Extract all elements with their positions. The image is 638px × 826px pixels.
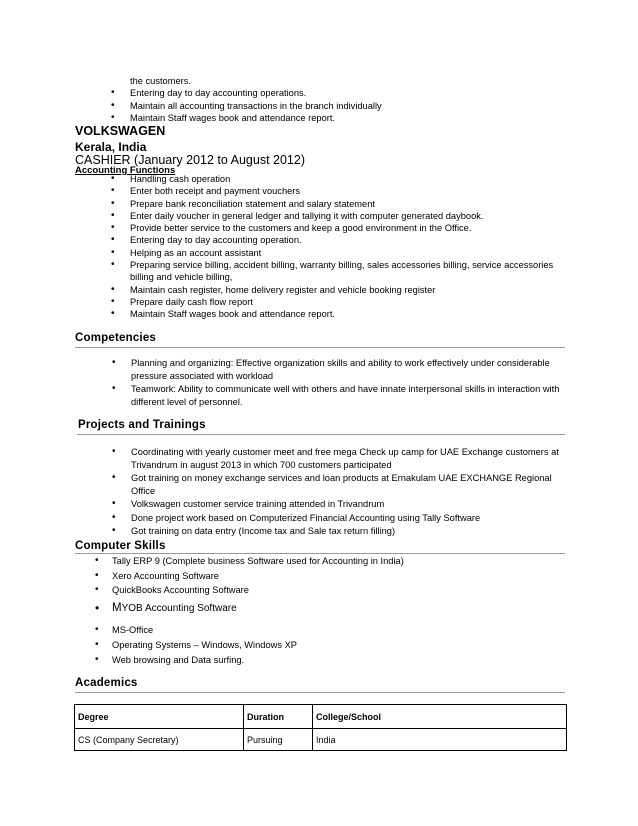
employer-name: VOLKSWAGEN <box>75 124 166 138</box>
skill-item: • MS-Office <box>112 623 552 638</box>
skill-item: • Web browsing and Data surfing. <box>112 653 552 668</box>
project-item: • Coordinating with yearly customer meet and free mega Check up camp for UAE Exchange customers at Trivandrum in august 2013 in which 700 customers participated <box>131 446 571 471</box>
function-item: • Prepare bank reconciliation statement and salary statement <box>130 198 570 210</box>
previous-job-duties <box>130 75 600 124</box>
function-item: • Helping as an account assistant <box>130 247 570 259</box>
function-item: • Provide better service to the customers and keep a good environment in the Office. <box>130 222 570 234</box>
skill-item: • Xero Accounting Software <box>112 569 552 584</box>
function-item: • Enter both receipt and payment vouchers <box>130 185 570 197</box>
accounting-functions-list <box>130 173 570 321</box>
cell-college: India <box>313 729 567 751</box>
myob-initial: M <box>112 602 122 615</box>
competency-item: • Planning and organizing: Effective organization skills and ability to work effectively under considerable pressure associated with workload <box>131 357 571 382</box>
function-item: • Prepare daily cash flow report <box>130 296 570 308</box>
competencies-heading: Competencies <box>75 332 157 344</box>
section-divider <box>75 347 565 348</box>
academics-table <box>74 704 567 751</box>
function-item: • Preparing service billing, accident billing, warranty billing, sales accessories billing, service accessories billing and vehicle billing, <box>130 259 570 284</box>
skill-item: • Tally ERP 9 (Complete business Software used for Accounting in India) <box>112 554 552 569</box>
duty-continuation: the customers. <box>130 76 191 86</box>
header-degree: Degree <box>75 705 244 729</box>
project-item: • Volkswagen customer service training attended in Trivandrum <box>131 498 571 511</box>
function-item: • Enter daily voucher in general ledger and tallying it with computer generated daybook. <box>130 210 570 222</box>
table-header-row <box>75 705 567 729</box>
job-role: CASHIER (January 2012 to August 2012) <box>75 153 305 167</box>
function-item: • Maintain cash register, home delivery register and vehicle booking register <box>130 284 570 296</box>
duty-item: • Entering day to day accounting operations. <box>130 87 600 99</box>
function-item: • Maintain Staff wages book and attendance report. <box>130 308 570 320</box>
section-divider <box>77 434 565 435</box>
cell-degree: CS (Company Secretary) <box>75 729 244 751</box>
header-duration: Duration <box>244 705 313 729</box>
computer-skills-list <box>112 554 552 667</box>
accounting-functions-heading: Accounting Functions <box>75 165 176 176</box>
projects-heading: Projects and Trainings <box>78 419 206 431</box>
table-row <box>75 729 567 751</box>
skill-item-myob <box>112 600 552 617</box>
function-item: • Entering day to day accounting operation. <box>130 234 570 246</box>
computer-skills-heading: Computer Skills <box>75 540 166 552</box>
employer-location: Kerala, India <box>75 140 147 154</box>
project-item: • Got training on money exchange services and loan products at Ernakulam UAE EXCHANGE Regional Office <box>131 472 571 497</box>
competencies-list <box>131 357 571 409</box>
function-item: • Handling cash operation <box>130 173 570 185</box>
cell-duration: Pursuing <box>244 729 313 751</box>
skill-item: • QuickBooks Accounting Software <box>112 583 552 598</box>
project-item: • Got training on data entry (Income tax and Sale tax return filling) <box>131 525 571 538</box>
competency-item: • Teamwork: Ability to communicate well with others and have innate interpersonal skills in interaction with different level of personnel. <box>131 383 571 408</box>
duty-item: • Maintain all accounting transactions in the branch individually <box>130 100 600 112</box>
myob-rest: YOB Accounting Software <box>121 603 237 615</box>
academics-heading: Academics <box>75 677 138 689</box>
header-college: College/School <box>313 705 567 729</box>
skill-item: • Operating Systems – Windows, Windows XP <box>112 638 552 653</box>
projects-list <box>131 446 571 539</box>
project-item: • Done project work based on Computerized Financial Accounting using Tally Software <box>131 512 571 525</box>
duty-item: • Maintain Staff wages book and attendance report. <box>130 112 600 124</box>
section-divider <box>75 692 565 693</box>
